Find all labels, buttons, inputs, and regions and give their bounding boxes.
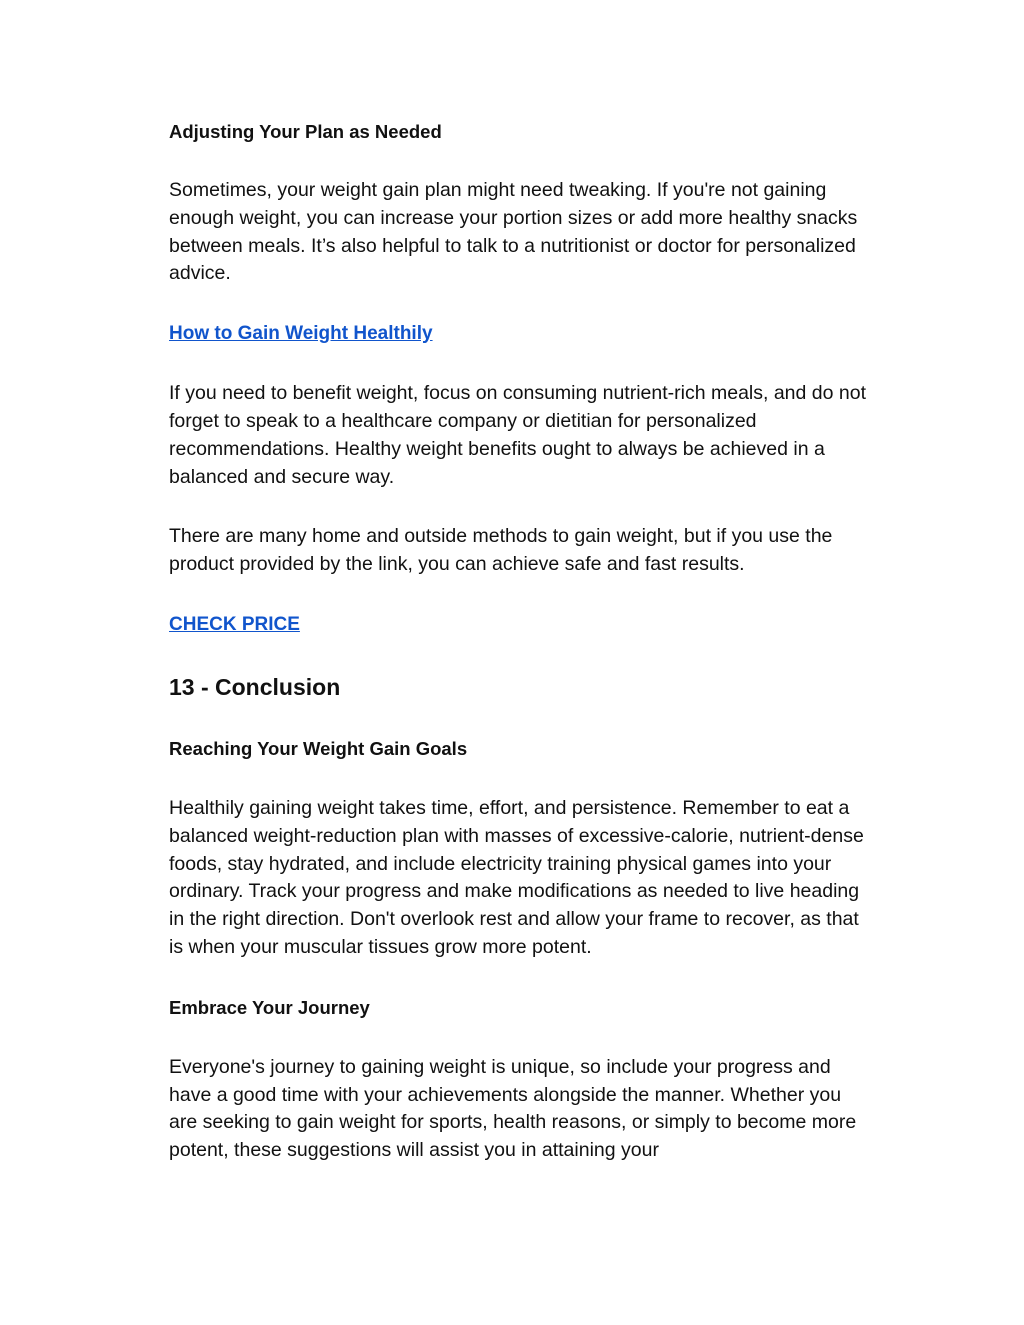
embrace-journey-paragraph: Everyone's journey to gaining weight is unique, so include your progress and have a good time with your achievements alongside the manner. Whether you are seeking to gain weight for sports, health reasons, or simply to become more potent, these suggestions will assist you in attaining your [169, 1055, 857, 1162]
conclusion-heading: 13 - Conclusion [169, 673, 341, 700]
spacer [169, 146, 869, 177]
spacer [169, 579, 869, 611]
spacer [169, 491, 869, 523]
adjusting-plan-paragraph: Sometimes, your weight gain plan might need tweaking. If you're not gaining enough weight, you can increase your portion sizes or add more healthy snacks between meals. It’s also helpful to talk to a nutritionist or doctor for personalized advice. [169, 179, 858, 285]
embrace-journey-heading: Embrace Your Journey [169, 996, 370, 1018]
how-to-gain-weight-link[interactable]: How to Gain Weight Healthily [169, 323, 433, 345]
spacer [169, 348, 869, 380]
check-price-link[interactable]: CHECK PRICE [169, 613, 300, 635]
adjusting-plan-heading: Adjusting Your Plan as Needed [169, 121, 442, 142]
spacer [169, 1022, 869, 1054]
methods-paragraph: There are many home and outside methods to gain weight, but if you use the product provided by the link, you can achieve safe and fast results. [169, 525, 833, 576]
spacer [169, 703, 869, 735]
benefit-weight-paragraph: If you need to benefit weight, focus on consuming nutrient-rich meals, and do not forget to speak to a healthcare company or dietitian for personalized recommendations. Healthy weight benefits ought to always be achieved in a balanced and secure way. [169, 382, 867, 488]
spacer [169, 639, 869, 671]
spacer [169, 962, 869, 994]
spacer [169, 288, 869, 320]
document-page [169, 118, 869, 1165]
reaching-goals-heading: Reaching Your Weight Gain Goals [169, 737, 468, 759]
spacer [169, 763, 869, 795]
reaching-goals-paragraph: Healthily gaining weight takes time, effort, and persistence. Remember to eat a balanced weight-reduction plan with masses of excessive-calorie, nutrient-dense foods, stay hydrated, and include electricity training physical games into your ordinary. Track your progress and make modifications as needed to live heading in the right direction. Don't overlook rest and allow your frame to recover, as that is when your muscular tissues grow more potent. [169, 796, 864, 958]
